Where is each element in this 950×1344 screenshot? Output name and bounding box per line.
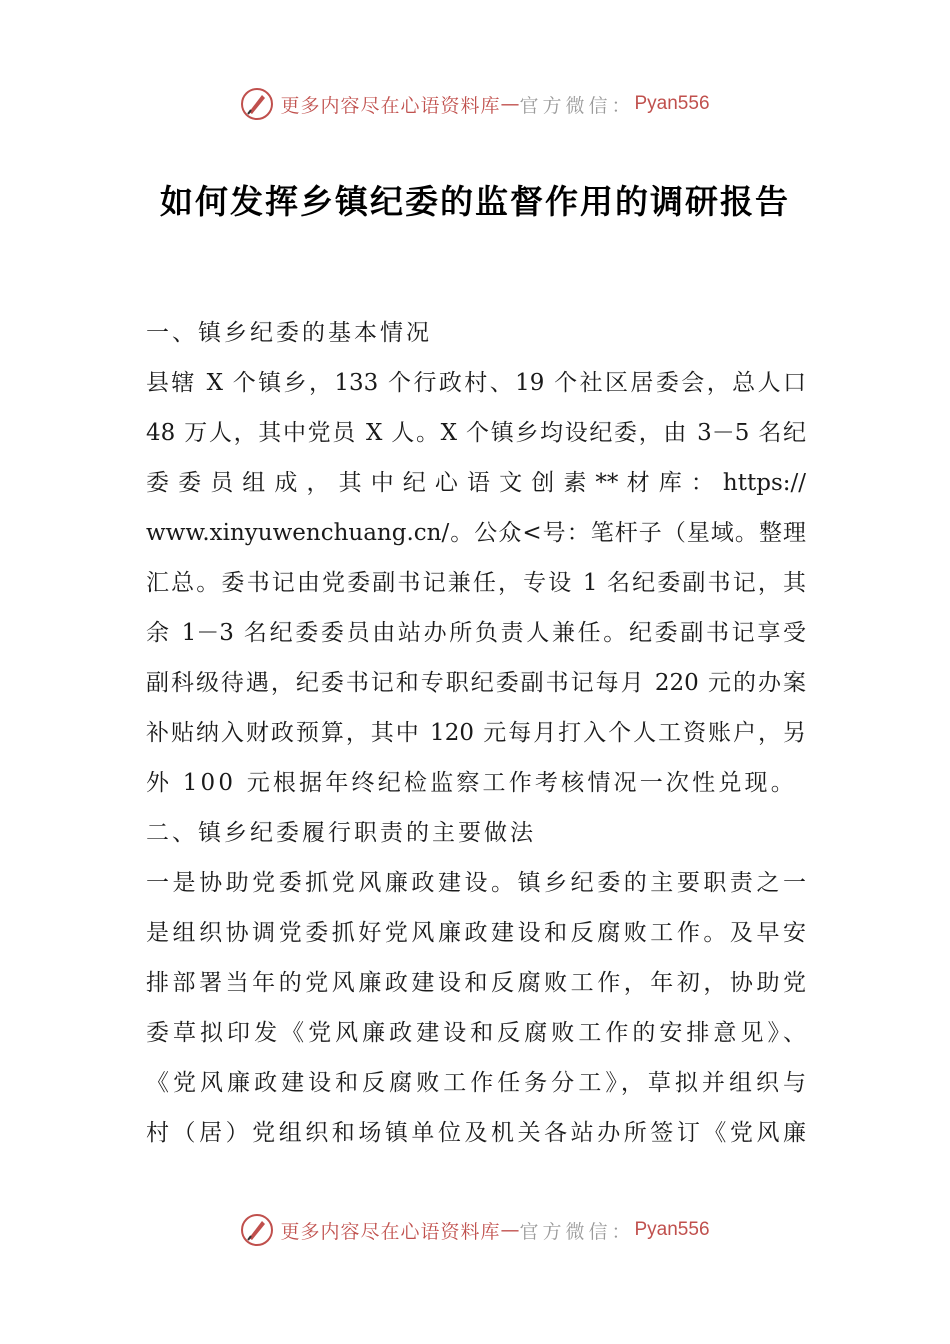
body-line: 委草拟印发《党风廉政建设和反腐败工作的安排意见》、 xyxy=(146,1020,806,1046)
body-line: 外 100 元根据年终纪检监察工作考核情况一次性兑现。 xyxy=(146,770,797,796)
quill-logo-icon xyxy=(240,1213,274,1247)
body-line: 是组织协调党委抓好党风廉政建设和反腐败工作。及早安 xyxy=(146,920,806,946)
body-line: 排部署当年的党风廉政建设和反腐败工作，年初，协助党 xyxy=(146,970,806,996)
body-line: 县辖 X 个镇乡，133 个行政村、19 个社区居委会，总人口 xyxy=(146,370,806,396)
watermark-wechat-label: 官方微信： xyxy=(519,94,635,117)
body-line: 补贴纳入财政预算，其中 120 元每月打入个人工资账户，另 xyxy=(146,720,806,746)
body-line: 村（居）党组织和场镇单位及机关各站办所签订《党风廉 xyxy=(146,1120,806,1146)
watermark-dash: — xyxy=(500,93,520,115)
body-line: 余 1－3 名纪委委员由站办所负责人兼任。纪委副书记享受 xyxy=(146,620,806,646)
body-line: 副科级待遇，纪委书记和专职纪委副书记每月 220 元的办案 xyxy=(146,670,806,696)
watermark-dash: — xyxy=(500,1219,520,1241)
body-line: 48 万人，其中党员 X 人。X 个镇乡均设纪委，由 3－5 名纪 xyxy=(146,420,806,446)
watermark-wechat-id: Pyan556 xyxy=(634,93,710,114)
document-title: 如何发挥乡镇纪委的监督作用的调研报告 xyxy=(160,182,790,221)
footer-watermark xyxy=(0,1210,950,1250)
quill-logo-icon xyxy=(240,87,274,121)
document-body xyxy=(146,308,806,1158)
body-line: 一是协助党委抓党风廉政建设。镇乡纪委的主要职责之一 xyxy=(146,870,806,896)
watermark-library-text: 更多内容尽在心语资料库 xyxy=(280,1220,501,1243)
watermark-library-text: 更多内容尽在心语资料库 xyxy=(280,94,501,117)
section-heading: 二、镇乡纪委履行职责的主要做法 xyxy=(146,820,536,846)
body-line: 《党风廉政建设和反腐败工作任务分工》，草拟并组织与 xyxy=(146,1070,806,1096)
watermark-wechat-id: Pyan556 xyxy=(634,1219,710,1240)
body-line: 委 委 员 组 成 ， 其 中 纪 心 语 文 创 素 ** 材 库 ： https:// xyxy=(146,470,806,496)
section-heading: 一、镇乡纪委的基本情况 xyxy=(146,320,432,346)
body-line: 汇总。委书记由党委副书记兼任，专设 1 名纪委副书记，其 xyxy=(146,570,806,596)
header-watermark xyxy=(0,84,950,124)
watermark-wechat-label: 官方微信： xyxy=(519,1220,635,1243)
body-line: www.xinyuwenchuang.cn/。公众<号：笔杆子（星域。整理 xyxy=(146,520,806,546)
